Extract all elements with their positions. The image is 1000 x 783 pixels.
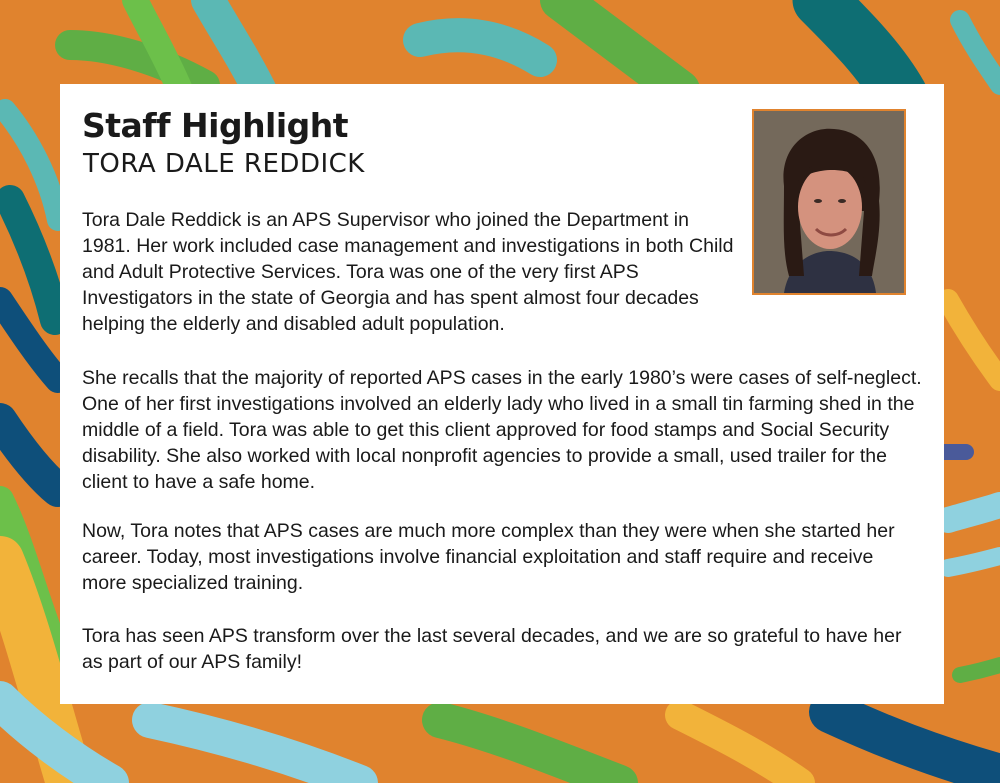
brushstroke: [948, 300, 1000, 380]
brushstroke: [440, 720, 620, 783]
staff-name: TORA DALE REDDICK: [83, 149, 365, 179]
portrait-photo-icon: [754, 111, 904, 293]
brushstroke: [948, 556, 1000, 568]
brushstroke: [960, 20, 1000, 85]
brushstroke: [960, 665, 1000, 675]
brushstroke: [150, 720, 360, 783]
brushstroke: [0, 420, 58, 490]
bio-paragraph: She recalls that the majority of reported APS cases in the early 1980’s were cases of self-neglect. One of her first investigations involved an elderly lady who lived in a small tin farming shed in the middle of a field. Tora was able to get this client approved for food stamps and Social Security disability. She also worked with local nonprofit agencies to provide a small, used trailer for the client to have a safe home.: [82, 367, 922, 493]
bio-paragraph: Tora Dale Reddick is an APS Supervisor who joined the Department in 1981. Her work included case management and investigations in both Child and Adult Protective Services. Tora was one of the very first APS Investigators in the state of Georgia and has spent almost four decades helping the elderly and disabled adult population.: [82, 209, 734, 335]
bio-paragraph: Now, Tora notes that APS cases are much more complex than they were when she started her career. Today, most investigations involve financial exploitation and staff require and receive more specialized training.: [82, 520, 895, 594]
bio-paragraph: Tora has seen APS transform over the last several decades, and we are so grateful to have her as part of our APS family!: [82, 625, 902, 673]
brushstroke: [680, 715, 800, 783]
brushstroke: [820, 0, 900, 95]
brushstroke: [420, 35, 540, 60]
staff-highlight-heading: Staff Highlight: [82, 106, 349, 145]
staff-highlight-card: [60, 84, 944, 704]
brushstroke: [948, 505, 1000, 520]
staff-photo: [752, 109, 906, 295]
brushstroke: [830, 712, 1000, 775]
brushstroke: [560, 0, 680, 90]
